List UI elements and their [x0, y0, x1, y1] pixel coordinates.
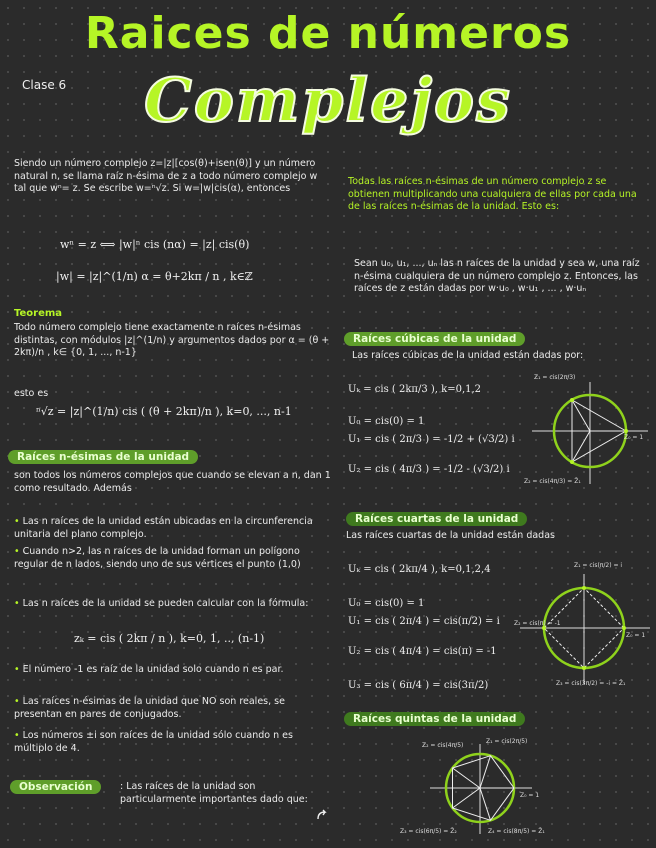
right-intro-text: Todas las raíces n-ésimas de un número complejo z se obtienen multiplicando una cualquiera de ellas por cada una de las raíces n-ésimas de la unidad. Esto es:	[348, 176, 637, 212]
definition-text: Siendo un número complejo z=|z|[cos(θ)+isen(θ)] y un número natural n, se llama raíz n-ésima de z a todo número complejo w tal que wⁿ= z. Se escribe w=ⁿ√z. Si w=|w|cis(α), entonces	[14, 158, 318, 194]
observation-text: : Las raíces de la unidad son particularmente importantes dado que:	[120, 781, 308, 805]
section-fifth-roots: Raíces quintas de la unidad	[344, 712, 525, 726]
cubic-formula-u1: U₁ = cis ( 2π/3 ) = -1/2 + (√3/2) i	[348, 434, 515, 445]
page-title: Raices de números	[84, 8, 572, 59]
cubic-roots-text: Las raíces cúbicas de la unidad están dadas por:	[352, 350, 584, 361]
right-sean-text: Sean u₀, u₁, ..., uₙ las n raíces de la unidad y sea w, una raíz n-ésima cualquiera de un número complejo z. Entonces, las raíces de z están dadas por w·u₀ , w·u₁ , ... , w·uₙ	[354, 258, 640, 294]
fourth-formula-u3: U₃ = cis ( 6π/4 ) = cis(3π/2)	[348, 680, 489, 691]
fourth-formula-general: Uₖ = cis ( 2kπ/4 ), k=0,1,2,4	[348, 564, 491, 575]
formula-roots-of-unity: zₖ = cis ( 2kπ / n ), k=0, 1, .., (n-1)	[74, 632, 265, 645]
fourth-diagram-label-z2: Z₂ = cis(π) = -1	[514, 620, 561, 627]
fourth-roots-diagram	[514, 560, 654, 694]
fourth-diagram-label-z0: Z₀ = 1	[626, 632, 646, 639]
fifth-diagram-label-z3: Z₃ = cis(6π/5) = Z̄₂	[400, 828, 457, 835]
fifth-diagram-label-z1: Z₁ = cis(2π/5)	[486, 738, 528, 745]
formula-power: wⁿ = z ⟺ |w|ⁿ cis (nα) = |z| cis(θ)	[60, 238, 250, 251]
cubic-diagram-label-z2: Z₂ = cis(4π/3) = Z̄₁	[524, 478, 581, 485]
theorem-text: Todo número complejo tiene exactamente n raíces n-ésimas distintas, con módulos |z|^(1/n) y argumentos dados por α = (θ + 2kπ)/n , k∈ {0, 1, ..., n-1}	[14, 322, 330, 358]
cubic-formula-general: Uₖ = cis ( 2kπ/3 ), k=0,1,2	[348, 384, 482, 395]
fourth-formula-u1: U₁ = cis ( 2π/4 ) = cis(π/2) = i	[348, 616, 500, 627]
theorem-label: Teorema	[14, 308, 63, 319]
bullet-polygon: • Cuando n>2, las n raíces de la unidad forman un polígono regular de n lados, siendo uno de sus vértices el punto (1,0)	[14, 546, 332, 571]
fifth-roots-diagram	[400, 734, 550, 838]
cubic-formula-u2: U₂ = cis ( 4π/3 ) = -1/2 - (√3/2) i	[348, 464, 510, 475]
formula-modulus-argument: |w| = |z|^(1/n) α = θ+2kπ / n , k∈ℤ	[56, 270, 253, 283]
cubic-diagram-label-z0: Z₀ = 1	[624, 434, 644, 441]
bullet-conjugates: • Las raíces n-ésimas de la unidad que NO son reales, se presentan en pares de conjugados.	[14, 696, 332, 721]
fourth-diagram-label-z1: Z₁ = cis(π/2) = i	[574, 562, 623, 569]
fourth-formula-u0: U₀ = cis(0) = 1	[348, 598, 425, 609]
section-fourth-roots: Raíces cuartas de la unidad	[346, 512, 527, 526]
fifth-diagram-label-z4: Z₄ = cis(8π/5) = Z̄₁	[488, 828, 545, 835]
curved-arrow-icon	[316, 806, 330, 825]
fourth-diagram-label-z3: Z₃ = cis(3π/2) = -i = Z̄₁	[556, 680, 626, 687]
bullet-plus-minus-i: • Los números ±i son raíces de la unidad sólo cuando n es múltiplo de 4.	[14, 730, 332, 755]
page-subtitle: Complejos	[144, 66, 512, 136]
roots-of-unity-text: son todos los números complejos que cuando se elevan a n, dan 1 como resultado. Además	[14, 470, 331, 494]
class-label: Clase 6	[22, 78, 67, 92]
bullet-minus-one: • El número -1 es raíz de la unidad solo cuando n es par.	[14, 664, 332, 677]
cubic-diagram-label-z1: Z₁ = cis(2π/3)	[534, 374, 576, 381]
section-roots-of-unity: Raíces n-ésimas de la unidad	[8, 450, 198, 464]
fourth-formula-u2: U₂ = cis ( 4π/4 ) = cis(π) = -1	[348, 646, 497, 657]
fifth-diagram-label-z2: Z₂ = cis(4π/5)	[422, 742, 464, 749]
bullet-unit-circle: • Las n raíces de la unidad están ubicadas en la circunferencia unitaria del plano complejo.	[14, 516, 332, 541]
cubic-formula-u0: U₀ = cis(0) = 1	[348, 416, 425, 427]
formula-nth-root: ⁿ√z = |z|^(1/n) cis ( (θ + 2kπ)/n ), k=0, ..., n-1	[36, 405, 292, 418]
section-observation: Observación	[10, 780, 101, 794]
section-cubic-roots: Raíces cúbicas de la unidad	[344, 332, 525, 346]
esto-es-label: esto es	[14, 388, 49, 399]
fourth-roots-text: Las raíces cuartas de la unidad están dadas	[346, 530, 555, 541]
bullet-formula: • Las n raíces de la unidad se pueden calcular con la fórmula:	[14, 598, 332, 611]
fifth-diagram-label-z0: Z₀ = 1	[520, 792, 540, 799]
cubic-roots-diagram	[524, 374, 652, 492]
